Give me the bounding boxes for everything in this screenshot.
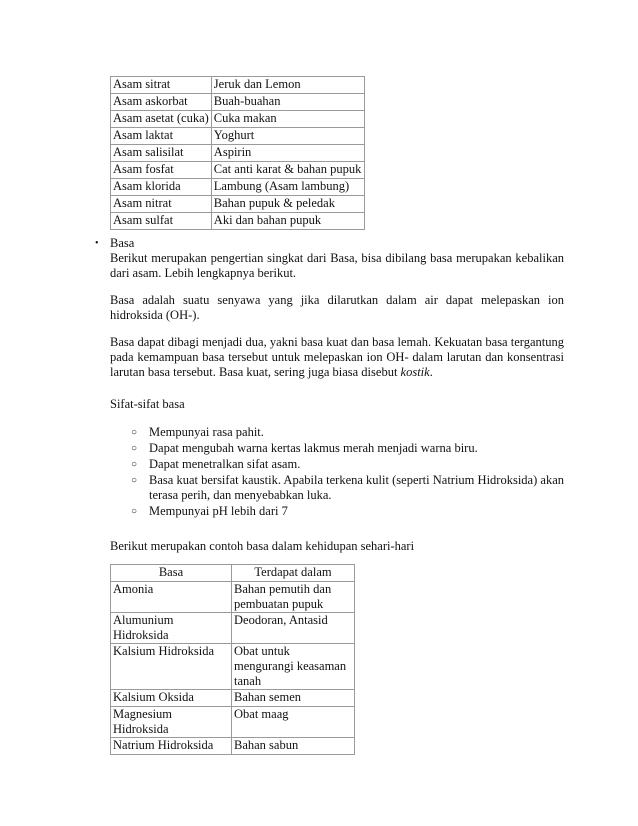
table-row bbox=[111, 690, 355, 707]
table-row bbox=[111, 94, 365, 111]
table-row bbox=[111, 179, 365, 196]
property-text: Dapat mengubah warna kertas lakmus merah menjadi warna biru. bbox=[149, 441, 478, 455]
acid-name: Asam sulfat bbox=[111, 213, 212, 230]
basa-strength-end: . bbox=[429, 365, 433, 379]
base-name: Natrium Hidroksida bbox=[111, 738, 232, 755]
circle-bullet-icon: ○ bbox=[131, 427, 138, 438]
property-text: Dapat menetralkan sifat asam. bbox=[149, 457, 301, 471]
examples-heading: Berikut merupakan contoh basa dalam kehidupan sehari-hari bbox=[110, 539, 415, 553]
base-source: Deodoran, Antasid bbox=[232, 613, 355, 644]
table-row bbox=[111, 644, 355, 690]
table-row bbox=[111, 196, 365, 213]
basa-intro: Berikut merupakan pengertian singkat dari Basa, bisa dibilang basa merupakan kebalikan dari asam. Lebih lengkapnya berikut. bbox=[110, 251, 564, 280]
table-row bbox=[111, 582, 355, 613]
table-row bbox=[111, 707, 355, 738]
acid-source: Yoghurt bbox=[211, 128, 364, 145]
base-table bbox=[110, 564, 355, 755]
table-row bbox=[111, 111, 365, 128]
circle-bullet-icon: ○ bbox=[131, 459, 138, 470]
base-name: Amonia bbox=[111, 582, 232, 613]
list-item bbox=[131, 441, 564, 456]
table-row bbox=[111, 613, 355, 644]
table-row bbox=[111, 77, 365, 94]
circle-bullet-icon: ○ bbox=[131, 443, 138, 454]
basa-definition: Basa adalah suatu senyawa yang jika dilarutkan dalam air dapat melepaskan ion hidroksida (OH-). bbox=[110, 293, 564, 322]
acid-source: Lambung (Asam lambung) bbox=[211, 179, 364, 196]
acid-source: Bahan pupuk & peledak bbox=[211, 196, 364, 213]
base-name: Alumunium Hidroksida bbox=[111, 613, 232, 644]
list-item bbox=[131, 457, 564, 472]
basa-strength-paragraph bbox=[110, 335, 564, 380]
base-source: Bahan pemutih dan pembuatan pupuk bbox=[232, 582, 355, 613]
base-name: Magnesium Hidroksida bbox=[111, 707, 232, 738]
column-header-source: Terdapat dalam bbox=[232, 565, 355, 582]
table-row bbox=[111, 738, 355, 755]
acid-name: Asam salisilat bbox=[111, 145, 212, 162]
base-name: Kalsium Hidroksida bbox=[111, 644, 232, 690]
base-name: Kalsium Oksida bbox=[111, 690, 232, 707]
circle-bullet-icon: ○ bbox=[131, 475, 138, 486]
base-source: Obat maag bbox=[232, 707, 355, 738]
properties-heading: Sifat-sifat basa bbox=[110, 397, 185, 411]
acid-name: Asam askorbat bbox=[111, 94, 212, 111]
table-row bbox=[111, 162, 365, 179]
circle-bullet-icon: ○ bbox=[131, 506, 138, 517]
table-header-row bbox=[111, 565, 355, 582]
base-source: Bahan semen bbox=[232, 690, 355, 707]
list-item bbox=[131, 504, 564, 519]
list-item bbox=[131, 473, 564, 503]
basa-heading: Basa bbox=[110, 236, 135, 250]
properties-list bbox=[131, 425, 564, 520]
base-source: Bahan sabun bbox=[232, 738, 355, 755]
table-row bbox=[111, 128, 365, 145]
property-text: Mempunyai rasa pahit. bbox=[149, 425, 264, 439]
acid-source: Aki dan bahan pupuk bbox=[211, 213, 364, 230]
acid-name: Asam nitrat bbox=[111, 196, 212, 213]
table-row bbox=[111, 145, 365, 162]
column-header-basa: Basa bbox=[111, 565, 232, 582]
acid-table bbox=[110, 76, 365, 230]
basa-strength-term: kostik bbox=[400, 365, 430, 379]
table-row bbox=[111, 213, 365, 230]
acid-name: Asam fosfat bbox=[111, 162, 212, 179]
acid-name: Asam sitrat bbox=[111, 77, 212, 94]
property-text: Basa kuat bersifat kaustik. Apabila terkena kulit (seperti Natrium Hidroksida) akan terasa perih, dan menyebabkan luka. bbox=[149, 473, 564, 502]
acid-source: Buah-buahan bbox=[211, 94, 364, 111]
acid-source: Aspirin bbox=[211, 145, 364, 162]
acid-name: Asam laktat bbox=[111, 128, 212, 145]
acid-name: Asam klorida bbox=[111, 179, 212, 196]
property-text: Mempunyai pH lebih dari 7 bbox=[149, 504, 288, 518]
bullet-icon: • bbox=[95, 238, 99, 249]
acid-source: Cuka makan bbox=[211, 111, 364, 128]
base-source: Obat untuk mengurangi keasaman tanah bbox=[232, 644, 355, 690]
acid-source: Jeruk dan Lemon bbox=[211, 77, 364, 94]
acid-name: Asam asetat (cuka) bbox=[111, 111, 212, 128]
acid-source: Cat anti karat & bahan pupuk bbox=[211, 162, 364, 179]
list-item bbox=[131, 425, 564, 440]
basa-strength-text: Basa dapat dibagi menjadi dua, yakni basa kuat dan basa lemah. Kekuatan basa tergantung pada kemampuan basa tersebut untuk melepaskan ion OH- dalam larutan dan konsentrasi larutan basa tersebut. Basa kuat, sering juga biasa disebut bbox=[110, 335, 564, 379]
